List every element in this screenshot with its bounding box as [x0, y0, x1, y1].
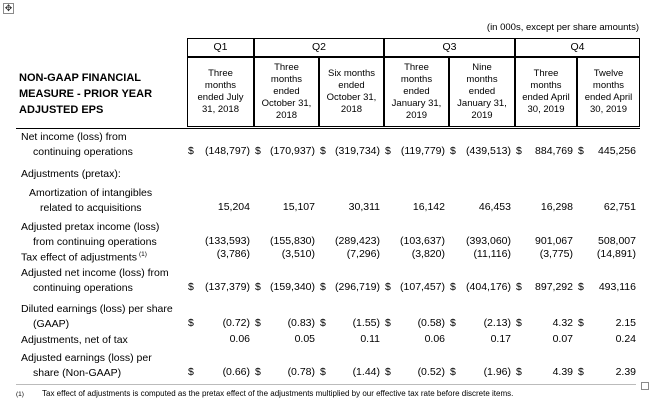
- value-cell: 901,067: [535, 235, 573, 247]
- currency-symbol: $: [385, 145, 391, 157]
- row-label-line: Net income (loss) from: [21, 131, 127, 143]
- period-header-3: [319, 57, 384, 127]
- value-cell: (3,786): [216, 248, 250, 260]
- header-rule: [16, 128, 640, 129]
- period-text: [522, 68, 570, 116]
- currency-symbol: $: [578, 145, 584, 157]
- period-line: ended April: [584, 92, 633, 103]
- value-cell: 493,116: [598, 281, 636, 293]
- currency-symbol: $: [385, 366, 391, 378]
- period-line: ended April: [522, 92, 570, 103]
- value-cell: 0.24: [615, 333, 636, 345]
- value-cell: (296,719): [335, 281, 380, 293]
- value-cell: (319,734): [335, 145, 380, 157]
- period-line: ended: [338, 80, 365, 91]
- period-text: [198, 68, 244, 116]
- period-line: 31, 2018: [202, 104, 239, 115]
- row-label-line: continuing operations: [33, 282, 133, 294]
- period-line: Three: [274, 62, 299, 73]
- period-line: months: [204, 80, 237, 91]
- quarter-header-q3: Q3: [384, 38, 515, 57]
- value-cell: (289,423): [335, 235, 380, 247]
- period-text: [262, 62, 312, 122]
- unit-note: (in 000s, except per share amounts): [486, 22, 639, 33]
- value-cell: (0.66): [222, 366, 250, 378]
- value-cell: (159,340): [270, 281, 315, 293]
- currency-symbol: $: [450, 281, 456, 293]
- value-cell: (103,637): [400, 235, 445, 247]
- value-cell: 4.39: [552, 366, 573, 378]
- value-cell: (107,457): [400, 281, 445, 293]
- period-header-6: [515, 57, 577, 127]
- row-label-line: from continuing operations: [33, 236, 157, 248]
- period-header-1: [187, 57, 254, 127]
- row-label-line: share (Non-GAAP): [33, 367, 122, 379]
- value-cell: 2.39: [615, 366, 636, 378]
- period-line: months: [270, 74, 303, 85]
- value-cell: (1.55): [352, 317, 380, 329]
- value-cell: 0.11: [360, 333, 380, 345]
- currency-symbol: $: [188, 366, 194, 378]
- period-line: 2018: [275, 110, 298, 121]
- quarter-header-q1: Q1: [187, 38, 254, 57]
- table-title: [19, 70, 169, 118]
- period-line: months: [592, 80, 625, 91]
- footnote-rule: [16, 384, 636, 385]
- value-cell: 884,769: [535, 145, 573, 157]
- period-line: months: [530, 80, 562, 91]
- row-label-line: Adjustments, net of tax: [21, 334, 128, 346]
- currency-symbol: $: [255, 281, 261, 293]
- period-line: ended: [403, 86, 430, 97]
- period-header-4: [384, 57, 449, 127]
- value-cell: 2.15: [615, 317, 636, 329]
- value-cell: (0.72): [222, 317, 250, 329]
- period-line: Nine: [472, 62, 492, 73]
- row-label-line: (GAAP): [33, 318, 70, 330]
- quarter-header-q2: Q2: [254, 38, 384, 57]
- period-line: ended: [273, 86, 300, 97]
- value-cell: (1.44): [352, 366, 380, 378]
- row-label-line: Adjusted net income (loss) from: [21, 267, 169, 279]
- currency-symbol: $: [320, 281, 326, 293]
- value-cell: (2.13): [483, 317, 511, 329]
- currency-symbol: $: [450, 366, 456, 378]
- period-text: [585, 68, 633, 116]
- currency-symbol: $: [188, 281, 194, 293]
- period-line: 2019: [405, 110, 428, 121]
- value-cell: 897,292: [535, 281, 573, 293]
- value-cell: (393,060): [466, 235, 511, 247]
- value-cell: (0.52): [417, 366, 445, 378]
- value-cell: 508,007: [598, 235, 636, 247]
- value-cell: 0.07: [552, 333, 573, 345]
- period-line: Twelve: [593, 68, 624, 79]
- currency-symbol: $: [385, 317, 391, 329]
- table-move-handle-icon[interactable]: ✥: [4, 3, 13, 13]
- currency-symbol: $: [516, 366, 522, 378]
- value-cell: 0.06: [424, 333, 445, 345]
- value-cell: (14,891): [596, 248, 636, 260]
- currency-symbol: $: [255, 317, 261, 329]
- row-label-line: Adjusted pretax income (loss): [21, 221, 160, 233]
- table-resize-handle-icon[interactable]: [641, 382, 649, 390]
- value-cell: (119,779): [400, 145, 445, 157]
- currency-symbol: $: [516, 145, 522, 157]
- currency-symbol: $: [578, 366, 584, 378]
- currency-symbol: $: [385, 281, 391, 293]
- value-cell: 16,298: [540, 201, 573, 213]
- currency-symbol: $: [516, 281, 522, 293]
- value-cell: (1.96): [483, 366, 511, 378]
- value-cell: (0.78): [287, 366, 315, 378]
- value-cell: (3,510): [281, 248, 315, 260]
- row-label-line: Adjusted earnings (loss) per: [21, 352, 152, 364]
- currency-symbol: $: [255, 145, 261, 157]
- value-cell: (3,775): [539, 248, 573, 260]
- period-text: [392, 62, 442, 122]
- value-cell: 0.17: [490, 333, 511, 345]
- period-line: 2019: [471, 110, 493, 121]
- currency-symbol: $: [578, 317, 584, 329]
- currency-symbol: $: [320, 366, 326, 378]
- period-header-2: [254, 57, 319, 127]
- value-cell: 0.06: [229, 333, 250, 345]
- footnote-text: Tax effect of adjustments is computed as the pretax effect of the adjustments multiplied by our effective tax rate before discrete items.: [42, 389, 514, 398]
- period-line: 30, 2019: [590, 104, 627, 115]
- value-cell: (148,797): [205, 145, 250, 157]
- period-line: Three: [208, 68, 233, 79]
- period-line: January 31,: [391, 98, 442, 109]
- period-line: Three: [533, 68, 559, 79]
- period-text: [457, 62, 507, 122]
- row-label-line: Adjustments (pretax):: [21, 168, 121, 180]
- currency-symbol: $: [450, 317, 456, 329]
- value-cell: (133,593): [205, 235, 250, 247]
- period-line: ended July: [197, 92, 244, 103]
- period-line: months: [466, 74, 498, 85]
- value-cell: 16,142: [412, 201, 445, 213]
- period-line: ended: [468, 86, 496, 97]
- currency-symbol: $: [188, 317, 194, 329]
- row-label-line: Tax effect of adjustments $^{(1)}$: [21, 251, 147, 264]
- title-line-2: MEASURE - PRIOR YEAR: [19, 88, 153, 100]
- value-cell: (7,296): [346, 248, 380, 260]
- value-cell: 46,453: [478, 201, 511, 213]
- period-line: 2018: [340, 104, 363, 115]
- row-label-line: Amortization of intangibles: [29, 187, 153, 199]
- value-cell: (0.58): [417, 317, 445, 329]
- currency-symbol: $: [320, 145, 326, 157]
- value-cell: 15,204: [217, 201, 250, 213]
- footnote-marker: (1): [16, 391, 24, 398]
- currency-symbol: $: [188, 145, 194, 157]
- value-cell: (155,830): [270, 235, 315, 247]
- period-line: October 31,: [261, 98, 312, 109]
- period-line: January 31,: [457, 98, 507, 109]
- row-label-line: related to acquisitions: [40, 202, 142, 214]
- value-cell: 0.05: [294, 333, 315, 345]
- title-line-3: ADJUSTED EPS: [19, 104, 104, 116]
- period-line: October 31,: [326, 92, 377, 103]
- period-header-7: [577, 57, 640, 127]
- value-cell: 62,751: [603, 201, 636, 213]
- quarter-header-q4: Q4: [515, 38, 640, 57]
- currency-symbol: $: [320, 317, 326, 329]
- value-cell: 15,107: [282, 201, 315, 213]
- title-line-1: NON-GAAP FINANCIAL: [19, 72, 142, 84]
- period-header-5: [449, 57, 515, 127]
- value-cell: (3,820): [411, 248, 445, 260]
- currency-symbol: $: [450, 145, 456, 157]
- row-label-line: Diluted earnings (loss) per share: [21, 303, 173, 315]
- value-cell: 30,311: [348, 201, 380, 213]
- row-label-line: continuing operations: [33, 146, 133, 158]
- period-line: Six months: [327, 68, 375, 79]
- footnote-ref: (1): [138, 251, 147, 258]
- period-line: Three: [404, 62, 429, 73]
- value-cell: (137,379): [205, 281, 250, 293]
- value-cell: (404,176): [466, 281, 511, 293]
- currency-symbol: $: [578, 281, 584, 293]
- period-line: months: [400, 74, 433, 85]
- value-cell: (439,513): [466, 145, 511, 157]
- value-cell: (170,937): [270, 145, 315, 157]
- value-cell: 445,256: [598, 145, 636, 157]
- currency-symbol: $: [516, 317, 522, 329]
- currency-symbol: $: [255, 366, 261, 378]
- period-line: 30, 2019: [527, 104, 565, 115]
- value-cell: (0.83): [287, 317, 315, 329]
- value-cell: (11,116): [473, 248, 511, 260]
- period-text: [327, 68, 377, 116]
- value-cell: 4.32: [552, 317, 573, 329]
